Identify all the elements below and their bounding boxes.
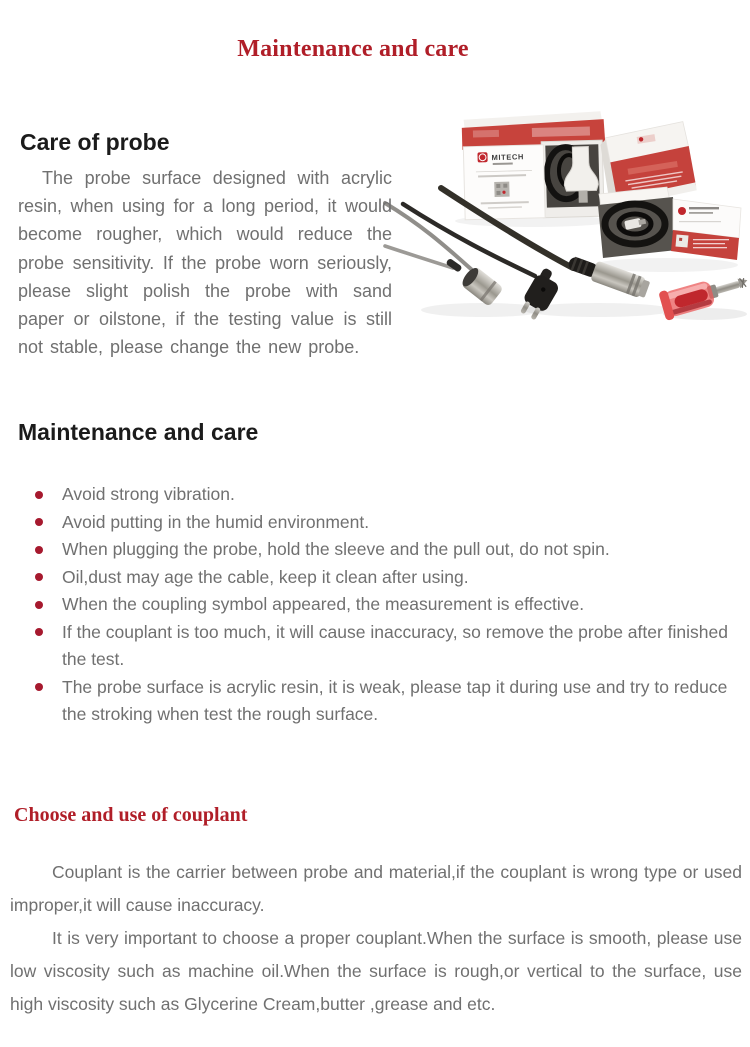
bullet-icon (35, 491, 43, 499)
bullet-text: If the couplant is too much, it will cause inaccuracy, so remove the probe after finished the test. (62, 621, 728, 669)
couplant-paragraph: Couplant is the carrier between probe and material,if the couplant is wrong type or used improper,it will cause inaccuracy. (10, 862, 742, 915)
bullet-text: The probe surface is acrylic resin, it is weak, please tap it during use and try to reduce the stroking when test the rough surface. (62, 676, 728, 724)
bullet-icon (35, 573, 43, 581)
maintenance-item (18, 619, 736, 674)
bullet-text: When the coupling symbol appeared, the measurement is effective. (62, 594, 585, 614)
maintenance-item (18, 591, 736, 619)
couplant-section (10, 856, 742, 1021)
bullet-icon (35, 601, 43, 609)
bullet-icon (35, 546, 43, 554)
bullet-icon (35, 518, 43, 526)
maintenance-item (18, 481, 736, 509)
page-title: Maintenance and care (237, 36, 469, 62)
care-of-probe-heading: Care of probe (20, 129, 170, 155)
care-of-probe-paragraph: The probe surface designed with acrylic resin, when using for a long period, it would become rougher, which would reduce the probe sensitivity. If the probe worn seriously, please slight polish the probe with sand paper or oilstone, if the testing value is still not stable, please change the new probe. (18, 168, 392, 358)
maintenance-item (18, 564, 736, 592)
bullet-text: Avoid putting in the humid environment. (62, 511, 370, 532)
bullet-text: When plugging the probe, hold the sleeve and the pull out, do not spin. (62, 539, 610, 559)
product-photo (383, 98, 750, 338)
couplant-heading: Choose and use of couplant (14, 804, 248, 826)
bullet-text: Avoid strong vibration. (62, 484, 235, 504)
small-probe (459, 265, 504, 307)
couplant-paragraph: It is very important to choose a proper couplant.When the surface is smooth, please use low viscosity such as machine oil.When the surface is rough,or vertical to the surface, use high viscosity such as Glycerine Cream,butter ,grease and etc. (10, 928, 742, 1014)
bullet-text: Oil,dust may age the cable, keep it clean after using. (62, 566, 469, 587)
maintenance-item (18, 674, 736, 729)
accessory-box-open (598, 187, 741, 260)
bullet-icon (35, 628, 43, 636)
brand-label: MITECH (491, 152, 525, 163)
maintenance-item (18, 536, 736, 564)
maintenance-bullet-list (18, 481, 736, 729)
bullet-icon (35, 683, 43, 691)
mitech-drawer-box (461, 111, 607, 220)
maintenance-heading: Maintenance and care (18, 419, 259, 445)
maintenance-item (18, 509, 736, 537)
